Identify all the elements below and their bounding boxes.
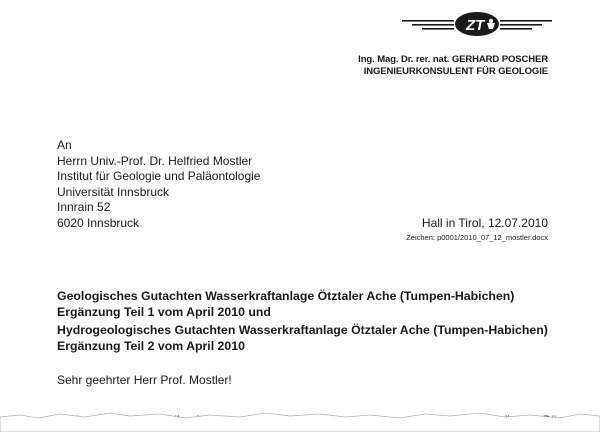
sender-title: INGENIEURKONSULENT FÜR GEOLOGIE — [363, 66, 548, 77]
subject-1 — [57, 288, 514, 320]
logo-text: ZT — [466, 17, 485, 34]
subject-2 — [57, 322, 548, 354]
address-line: Universität Innsbruck — [57, 184, 170, 199]
address-line: Innrain 52 — [57, 200, 111, 215]
salutation: Sehr geehrter Herr Prof. Mostler! — [57, 373, 232, 387]
address-line: 6020 Innsbruck — [57, 215, 140, 230]
address-line: Herrn Univ.-Prof. Dr. Helfried Mostler — [57, 153, 253, 168]
document-reference: Zeichen: p0001/2010_07_12_mostler.docx — [406, 233, 548, 242]
torn-paper-edge — [0, 405, 600, 432]
subject-line: Geologisches Gutachten Wasserkraftanlage Ötztaler Ache (Tumpen-Habichen) — [57, 289, 515, 303]
zt-logo — [402, 10, 552, 38]
place-date: Hall in Tirol, 12.07.2010 — [421, 216, 548, 230]
sender-name: Ing. Mag. Dr. rer. nat. GERHARD POSCHER — [358, 54, 548, 65]
recipient-address — [57, 138, 260, 232]
subject-line: Ergänzung Teil 1 vom April 2010 und — [57, 305, 271, 319]
address-line: Institut für Geologie und Paläontologie — [57, 169, 261, 184]
subject-line: Ergänzung Teil 2 vom April 2010 — [57, 339, 245, 353]
subject-line: Hydrogeologisches Gutachten Wasserkraftanlage Ötztaler Ache (Tumpen-Habichen) — [57, 323, 548, 337]
address-line: An — [57, 138, 72, 152]
